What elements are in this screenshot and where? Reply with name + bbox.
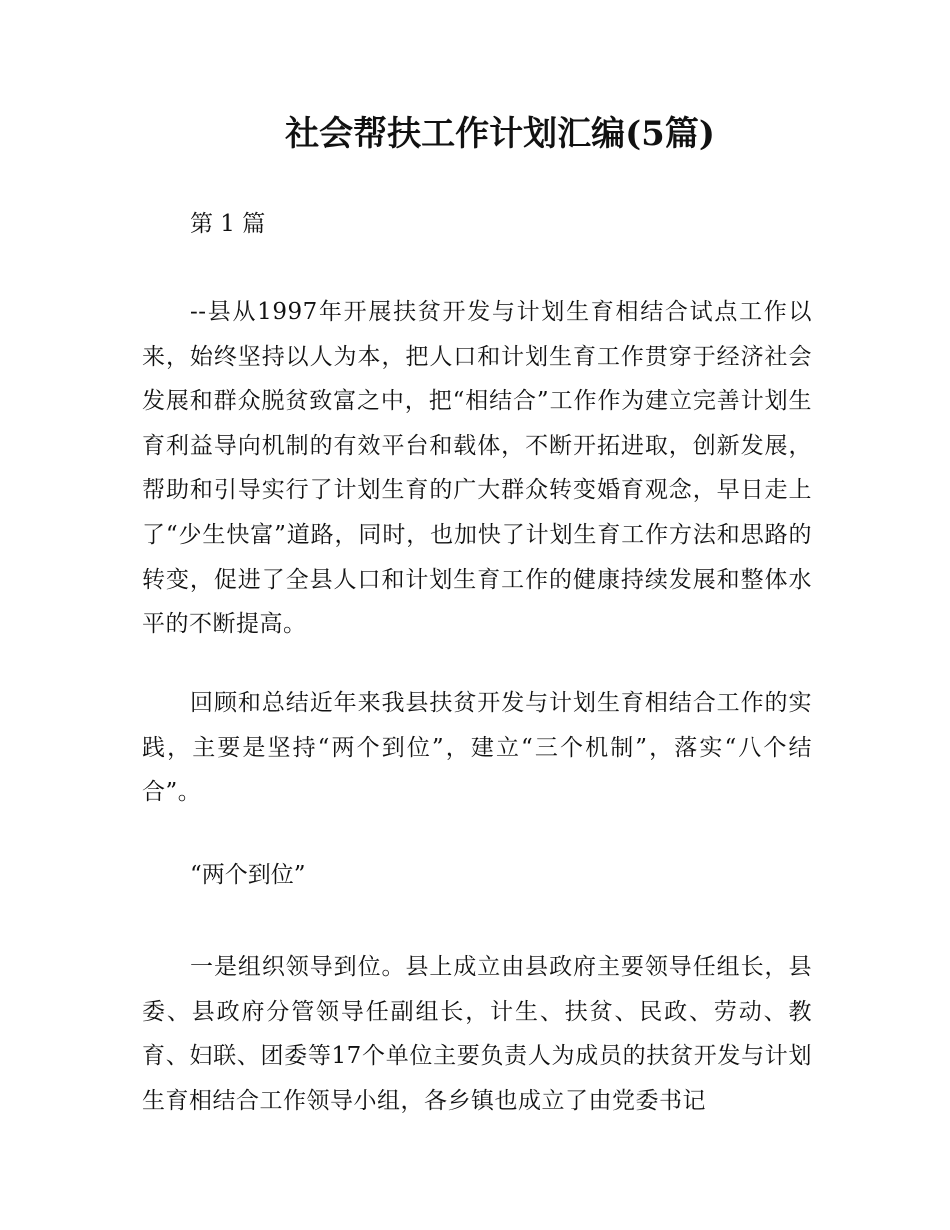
section-label: 第 1 篇 — [190, 211, 266, 237]
paragraph-1: --县从1997年开展扶贫开发与计划生育相结合试点工作以来，始终坚持以人为本，把人口和计划生育工作贯穿于经济社会发展和群众脱贫致富之中，把“相结合”工作作为建立完善计划生育利益导向机制的有效平台和载体，不断开拓进取，创新发展，帮助和引导实行了计划生育的广大群众转变婚育观念，早日走上了“少生快富”道路，同时，也加快了计划生育工作方法和思路的转变，促进了全县人口和计划生育工作的健康持续发展和整体水平的不断提高。 — [142, 299, 812, 638]
paragraph-2: 回顾和总结近年来我县扶贫开发与计划生育相结合工作的实践，主要是坚持“两个到位”，建立“三个机制”，落实“八个结合”。 — [142, 690, 812, 806]
paragraph-3: 一是组织领导到位。县上成立由县政府主要领导任组长，县委、县政府分管领导任副组长，计生、扶贫、民政、劳动、教育、妇联、团委等17个单位主要负责人为成员的扶贫开发与计划生育相结合工作领导小组，各乡镇也成立了由党委书记 — [142, 954, 812, 1114]
subheading-two-in-place: “两个到位” — [190, 862, 306, 888]
document-title: 社会帮扶工作计划汇编(5篇) — [285, 114, 715, 154]
